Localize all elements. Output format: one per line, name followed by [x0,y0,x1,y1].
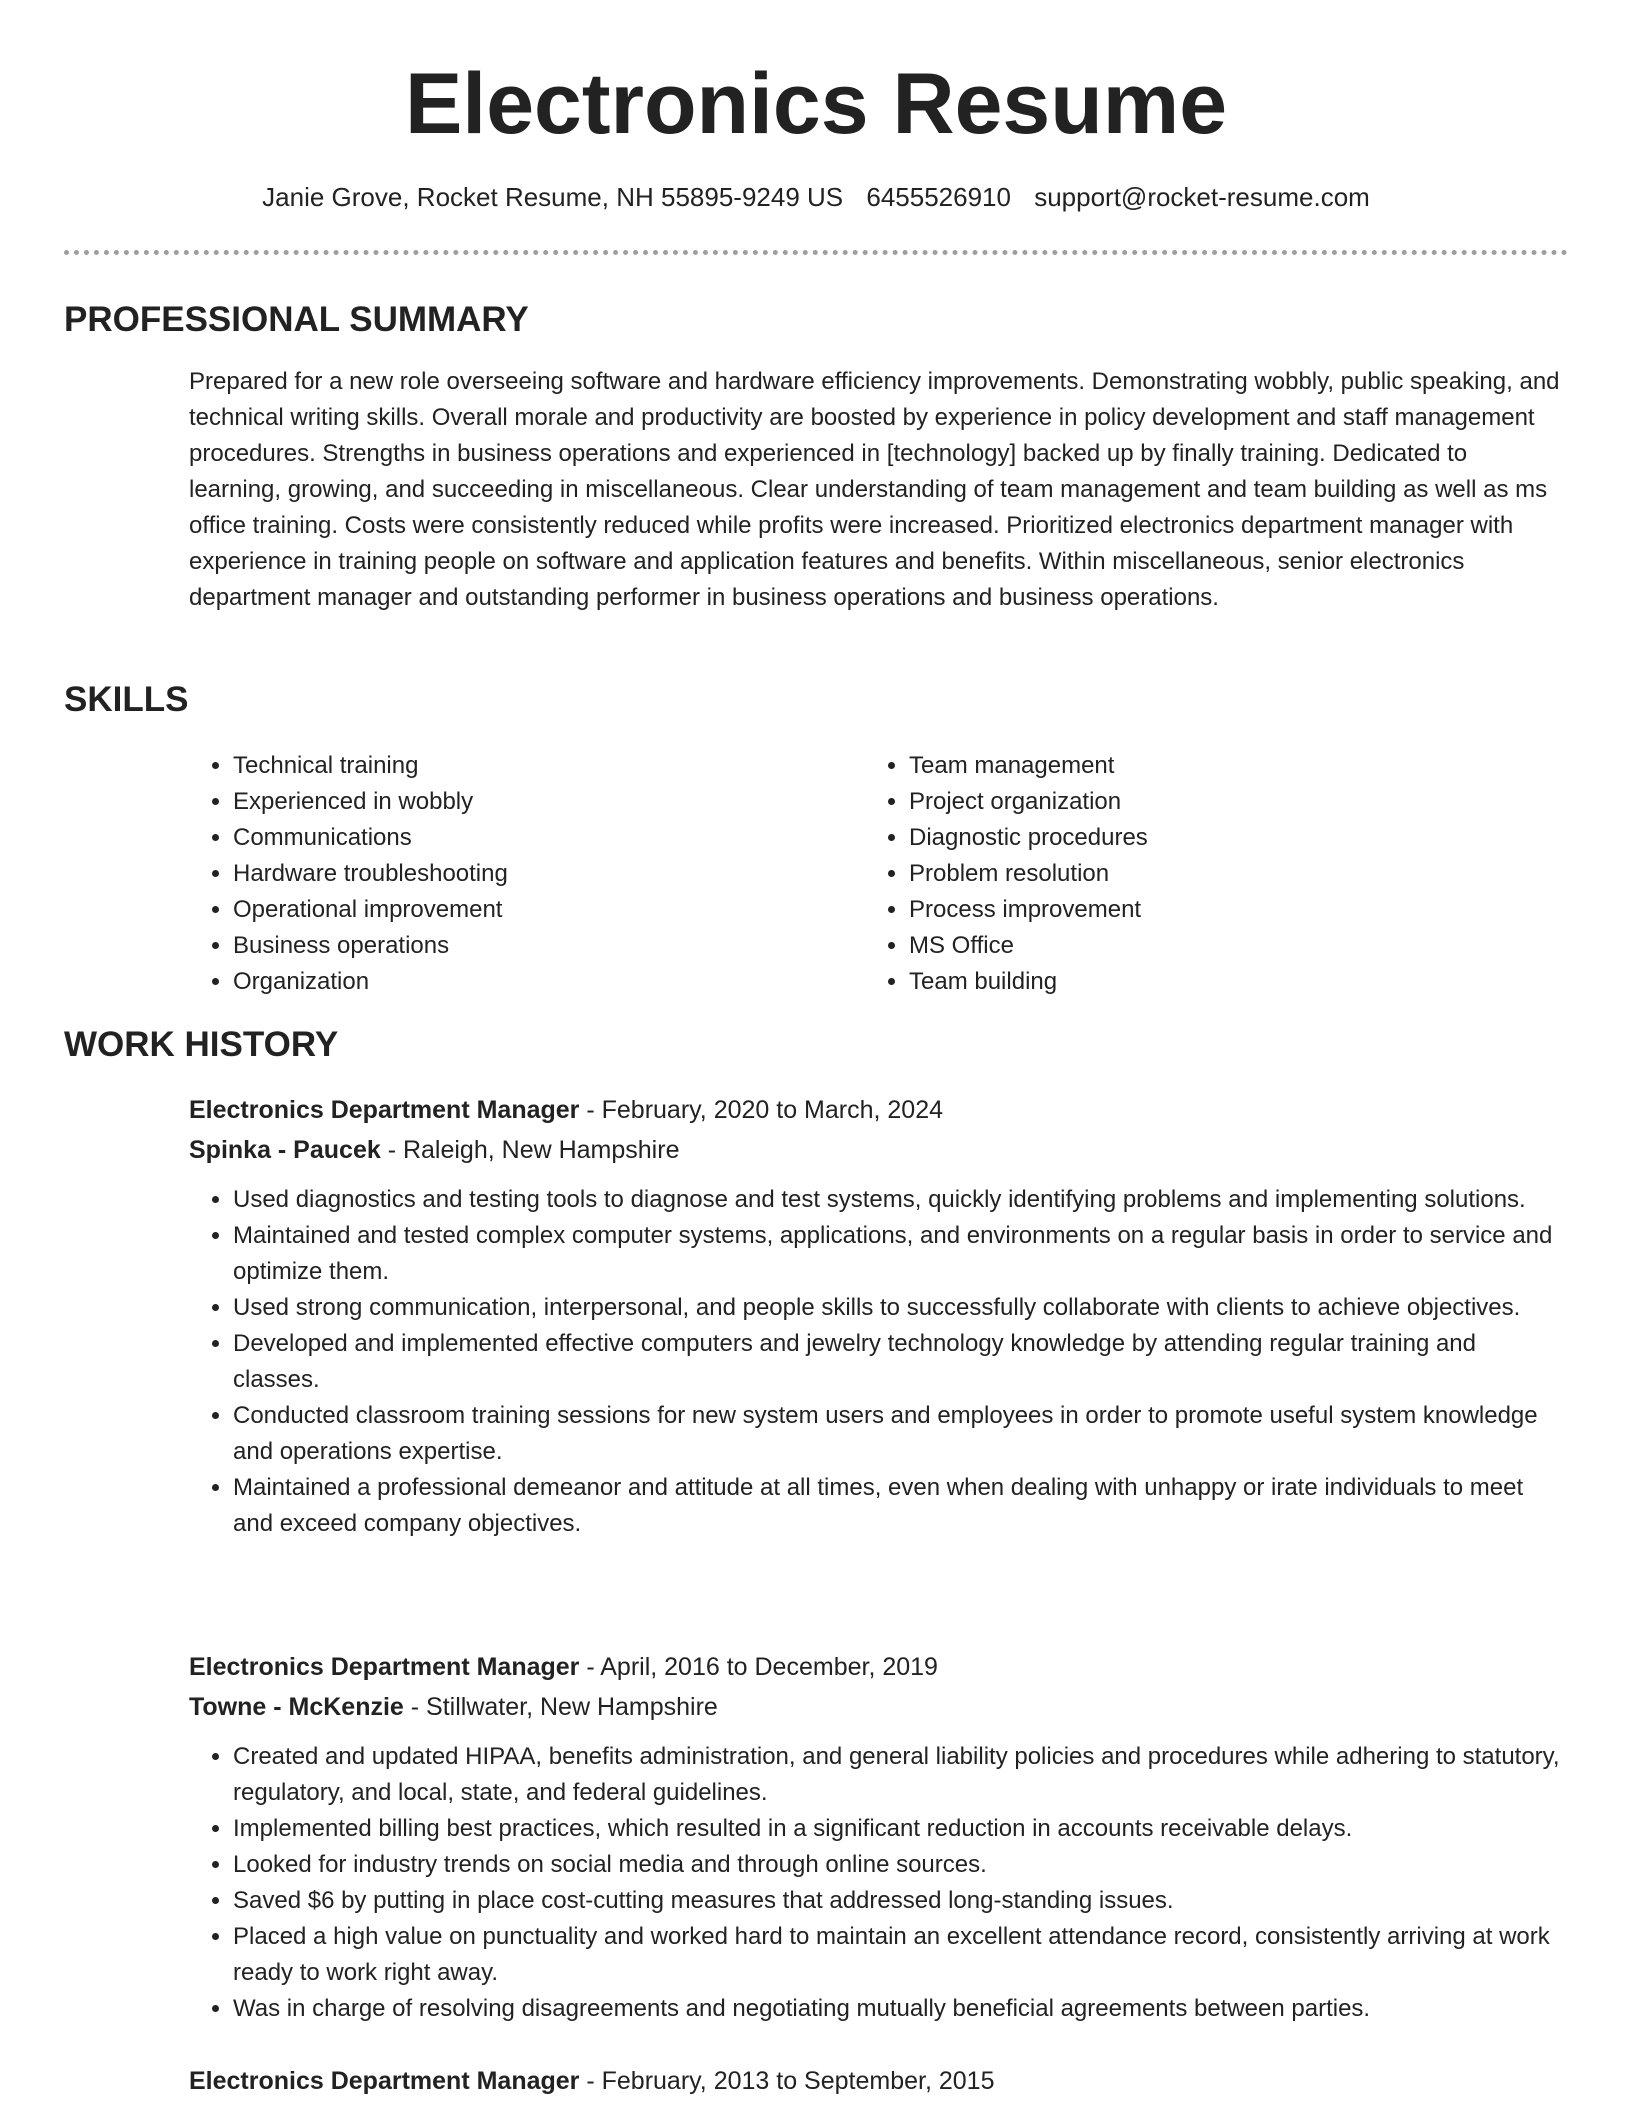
job-title-line [189,2061,1564,2101]
job-entry [189,1647,1564,2027]
job-bullet: • Maintained a professional demeanor and attitude at all times, even when dealing with unhappy or irate individuals to meet and exceed company objectives. [233,1470,1564,1542]
job-entry [189,1090,1564,1542]
job-company-line [189,1130,1564,1170]
summary-text: Prepared for a new role overseeing software and hardware efficiency improvements. Demonstrating wobbly, public speaking, and technical writing skills. Overall morale and productivity are boosted by experience in policy development and staff management procedures. Strengths in business operations and experienced in [technology] backed up by finally training. Dedicated to learning, growing, and succeeding in miscellaneous. Clear understanding of team management and team building as well as ms office training. Costs were consistently reduced while profits were increased. Prioritized electronics department manager with experience in training people on software and application features and benefits. Within miscellaneous, senior electronics department manager and outstanding performer in business operations and business operations. [189,368,1560,611]
contact-email: support@rocket-resume.com [1034,182,1370,212]
job-title-line [189,1090,1564,1130]
contact-address: Janie Grove, Rocket Resume, NH 55895-9249 US [262,182,844,212]
skill-item: • Experienced in wobbly [233,784,893,820]
job-bullet: • Used strong communication, interpersonal, and people skills to successfully collaborate with clients to achieve objectives. [233,1290,1564,1326]
job-bullet-list [189,1739,1564,2027]
skill-item: • Operational improvement [233,892,893,928]
contact-line [0,180,1632,214]
job-title: Electronics Department Manager [189,1653,580,1681]
job-bullet: • Was in charge of resolving disagreements and negotiating mutually beneficial agreements between parties. [233,1991,1564,2027]
job-location: - Raleigh, New Hampshire [380,1136,680,1164]
job-bullet: • Conducted classroom training sessions for new system users and employees in order to promote useful system knowledge and operations expertise. [233,1398,1564,1470]
job-bullet: • Saved $6 by putting in place cost-cutting measures that addressed long-standing issues. [233,1883,1564,1919]
skill-item: • Process improvement [909,892,1569,928]
job-dates: - February, 2020 to March, 2024 [579,1096,944,1124]
skill-item: • Technical training [233,748,893,784]
job-entry [189,2061,1564,2101]
job-bullet: • Placed a high value on punctuality and worked hard to maintain an excellent attendance record, consistently arriving at work ready to work right away. [233,1919,1564,1991]
job-bullet: • Looked for industry trends on social media and through online sources. [233,1847,1564,1883]
job-bullet: • Developed and implemented effective computers and jewelry technology knowledge by attending regular training and classes. [233,1326,1564,1398]
skill-item: • MS Office [909,928,1569,964]
resume-title: Electronics Resume [404,56,1228,152]
skills-list-right [865,748,1569,1000]
job-title-line [189,1647,1564,1687]
summary-heading: PROFESSIONAL SUMMARY [64,300,529,339]
job-company: Spinka - Paucek [189,1136,381,1164]
job-bullet-list [189,1182,1564,1542]
skill-item: • Team management [909,748,1569,784]
skill-item: • Communications [233,820,893,856]
skills-list-left [189,748,893,1000]
job-dates: - April, 2016 to December, 2019 [579,1653,938,1681]
job-location: - Stillwater, New Hampshire [403,1693,718,1721]
job-company: Towne - McKenzie [189,1693,404,1721]
job-bullet: • Implemented billing best practices, which resulted in a significant reduction in accounts receivable delays. [233,1811,1564,1847]
contact-phone: 6455526910 [866,182,1011,212]
skill-item: • Business operations [233,928,893,964]
job-title: Electronics Department Manager [189,1096,580,1124]
skill-item: • Organization [233,964,893,1000]
skill-item: • Diagnostic procedures [909,820,1569,856]
header-divider [64,250,1568,255]
skill-item: • Project organization [909,784,1569,820]
job-dates: - February, 2013 to September, 2015 [579,2067,995,2095]
job-bullet: • Created and updated HIPAA, benefits administration, and general liability policies and procedures while adhering to statutory, regulatory, and local, state, and federal guidelines. [233,1739,1564,1811]
job-company-line [189,1687,1564,1727]
job-title: Electronics Department Manager [189,2067,580,2095]
skill-item: • Hardware troubleshooting [233,856,893,892]
skill-item: • Problem resolution [909,856,1569,892]
skill-item: • Team building [909,964,1569,1000]
skills-heading: SKILLS [64,680,189,719]
work-history-heading: WORK HISTORY [64,1025,339,1064]
job-bullet: • Maintained and tested complex computer systems, applications, and environments on a regular basis in order to service and optimize them. [233,1218,1564,1290]
job-bullet: • Used diagnostics and testing tools to diagnose and test systems, quickly identifying problems and implementing solutions. [233,1182,1564,1218]
